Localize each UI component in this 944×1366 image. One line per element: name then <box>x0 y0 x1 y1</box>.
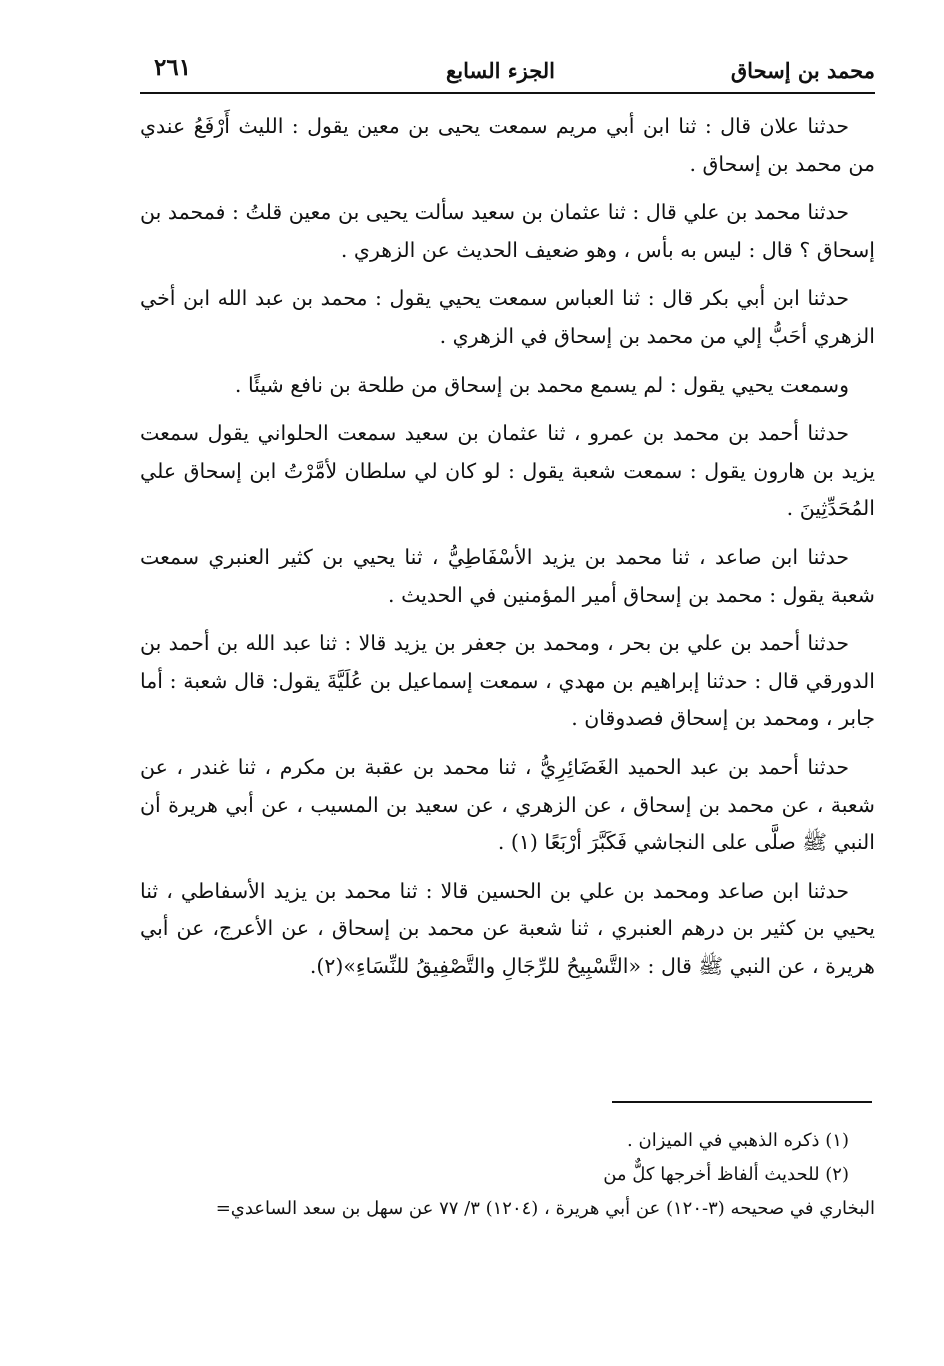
paragraph: حدثنا ابن صاعد ، ثنا محمد بن يزيد الأسْفَاطِيُّ ، ثنا يحيي بن كثير العنبري سمعت شعبة يقول : محمد بن إسحاق أمير المؤمنين في الحديث . <box>140 544 875 607</box>
footnotes <box>140 1124 875 1226</box>
footnote-continuation: البخاري في صحيحه (٣-١٢٠) عن أبي هريرة ، (١٢٠٤) ٣/ ٧٧ عن سهل بن سعد الساعدي= <box>215 1198 875 1219</box>
volume-title: الجزء السابع <box>446 58 555 83</box>
main-text <box>140 108 875 996</box>
running-header <box>140 52 875 92</box>
paragraph: حدثنا ابن أبي بكر قال : ثنا العباس سمعت يحيي يقول : محمد بن عبد الله ابن أخي الزهري أحَبُّ إلي من محمد بن إسحاق في الزهري . <box>140 286 875 348</box>
footnote-rule <box>612 1101 872 1103</box>
paragraph: حدثنا محمد بن علي قال : ثنا عثمان بن سعيد سألت يحيى بن معين قلتُ : فمحمد بن إسحاق ؟ قال : ليس به بأس ، وهو ضعيف الحديث عن الزهري . <box>140 200 875 262</box>
header-rule <box>140 92 875 94</box>
page-number: ٢٦١ <box>154 54 192 81</box>
paragraph: حدثنا علان قال : ثنا ابن أبي مريم سمعت يحيى بن معين يقول : الليث أَرْفَعُ عندي من محمد بن إسحاق . <box>140 114 875 176</box>
footnote: (١) ذكره الذهبي في الميزان . <box>627 1130 849 1151</box>
paragraph: حدثنا أحمد بن عبد الحميد الغَضَائِرِيُّ ، ثنا محمد بن عقبة بن مكرم ، ثنا غندر ، عن شعبة ، عن محمد بن إسحاق ، عن الزهري ، عن سعيد بن المسيب ، عن أبي هريرة أن النبي ﷺ صلَّى على النجاشي فَكَبَّرَ أرْبَعًا (١) . <box>140 754 875 855</box>
running-title: محمد بن إسحاق <box>730 58 875 83</box>
footnote: (٢) للحديث ألفاظ أخرجها كلٌّ من <box>603 1164 849 1185</box>
paragraph: وسمعت يحيي يقول : لم يسمع محمد بن إسحاق من طلحة بن نافع شيئًا . <box>234 372 849 397</box>
paragraph: حدثنا ابن صاعد ومحمد بن علي بن الحسين قالا : ثنا محمد بن يزيد الأسفاطي ، ثنا يحيي بن كثير بن درهم العنبري ، ثنا شعبة عن محمد بن إسحاق ، عن الأعرج، عن أبي هريرة ، عن النبي ﷺ قال : «التَّسْبِيحُ للرِّجَالِ والتَّصْفِيقُ للنِّسَاءِ»(٢). <box>140 878 875 978</box>
paragraph: حدثنا أحمد بن محمد بن عمرو ، ثنا عثمان بن سعيد سمعت الحلواني يقول سمعت يزيد بن هارون يقول : سمعت شعبة يقول : لو كان لي سلطان لأمَّرْتُ ابن إسحاق علي المُحَدِّثِينَ . <box>140 421 875 521</box>
paragraph: حدثنا أحمد بن علي بن بحر ، ومحمد بن جعفر بن يزيد قالا : ثنا عبد الله بن أحمد بن الدورقي قال : حدثنا إبراهيم بن مهدي ، سمعت إسماعيل بن عُلَيَّةَ يقول: قال شعبة : أما جابر ، ومحمد بن إسحاق فصدوقان . <box>140 631 875 731</box>
